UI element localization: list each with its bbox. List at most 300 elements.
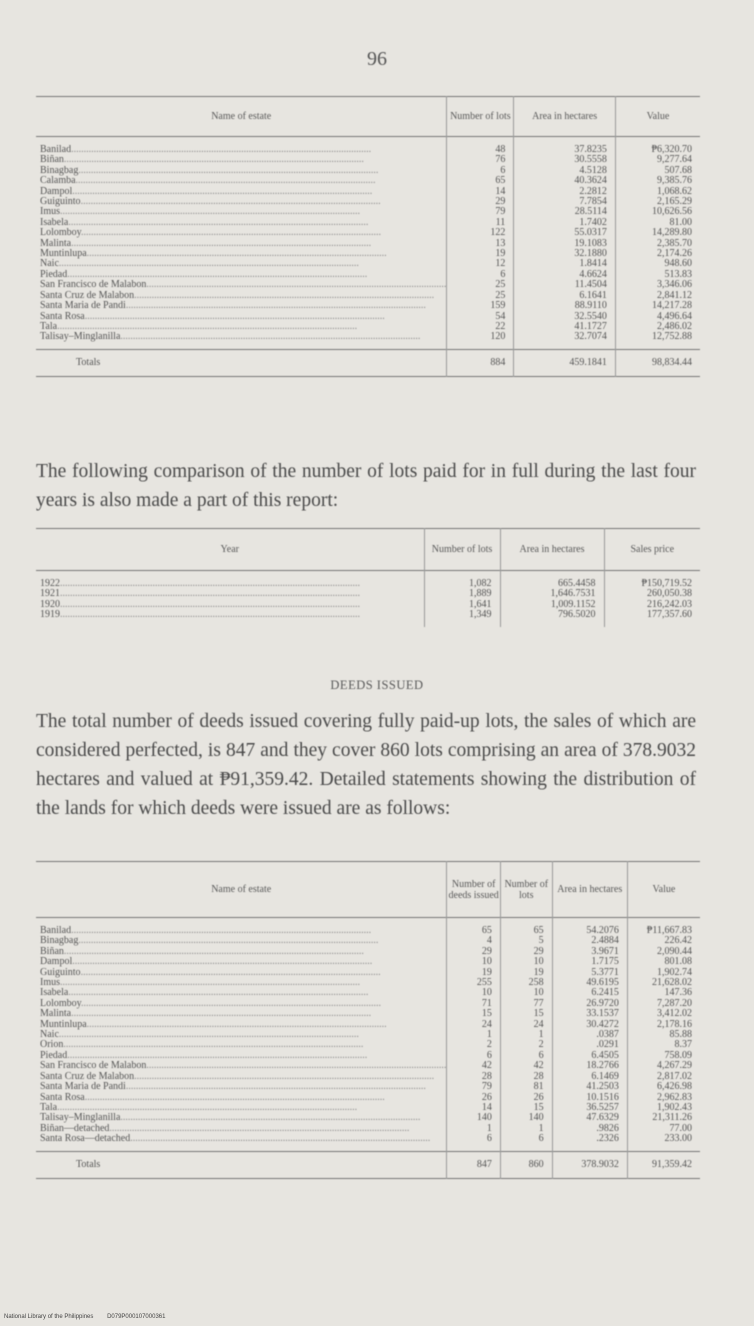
row-label — [36, 1020, 447, 1030]
cell-value: 12 — [447, 259, 514, 269]
row-label — [36, 957, 447, 967]
leader-dots: ........................................................................................................................ — [71, 238, 372, 249]
cell-value: 6.1469 — [552, 1072, 627, 1082]
cell-value: 22 — [447, 322, 514, 332]
row-label — [36, 999, 447, 1009]
cell-value: 15 — [500, 1009, 552, 1019]
scan-footer — [4, 1314, 177, 1320]
leader-dots: ........................................................................................................................ — [60, 589, 360, 600]
cell-text: 1920 — [40, 599, 60, 610]
cell-text: Talisay–Minglanilla — [40, 1113, 121, 1124]
row-label — [36, 176, 447, 186]
row-label — [36, 187, 447, 197]
totals-area: 378.9032 — [552, 1151, 627, 1178]
cell-text: Santa Cruz de Malabon — [40, 1071, 135, 1082]
table-row — [36, 332, 700, 349]
row-label — [36, 207, 447, 217]
cell-value: 1,082 — [424, 571, 500, 590]
cell-value: 9,385.76 — [615, 176, 700, 186]
row-label — [36, 1134, 447, 1151]
cell-value: 1,009.1152 — [500, 600, 604, 610]
cell-value: 1.7175 — [552, 957, 627, 967]
cell-value: 6 — [447, 166, 514, 176]
cell-text: 1919 — [40, 610, 60, 621]
cell-value: 30.5558 — [514, 155, 616, 165]
cell-value: 1.7402 — [514, 218, 616, 228]
leader-dots: ........................................................................................................................ — [125, 301, 426, 312]
table-row — [36, 610, 700, 626]
cell-text: Talisay–Minglanilla — [40, 332, 121, 343]
col-area-hectares: Area in hectares — [514, 97, 616, 137]
cell-text: Guiguinto — [40, 967, 81, 978]
cell-value: 88.9110 — [514, 301, 616, 311]
leader-dots: ........................................................................................................................ — [109, 1123, 410, 1134]
cell-value: 13 — [447, 239, 514, 249]
cell-text: Santa Maria de Pandi — [40, 1082, 126, 1093]
cell-value: 19.1083 — [514, 239, 616, 249]
cell-value: 33.1537 — [552, 1009, 627, 1019]
cell-text: Lolomboy — [40, 228, 82, 239]
leader-dots: ........................................................................................................................ — [60, 207, 360, 218]
col-name-of-estate: Name of estate — [211, 111, 272, 122]
table-body — [36, 137, 700, 350]
cell-value: 81 — [500, 1082, 552, 1092]
leader-dots: ........................................................................................................................ — [72, 957, 373, 968]
cell-value: 6 — [447, 1051, 501, 1061]
leader-dots: ........................................................................................................................ — [60, 578, 360, 589]
cell-value: 10 — [500, 957, 552, 967]
col-number-of-lots: Number of lots — [424, 529, 500, 571]
cell-value: 28 — [500, 1072, 552, 1082]
cell-value: 159 — [447, 301, 514, 311]
cell-value: 55.0317 — [514, 228, 616, 238]
cell-value: 1 — [447, 1030, 501, 1040]
cell-value: 14,217.28 — [615, 301, 700, 311]
cell-value: 1,902.74 — [627, 968, 700, 978]
cell-value: 9,277.64 — [615, 155, 700, 165]
cell-value: 796.5020 — [500, 610, 604, 626]
table-row — [36, 1134, 700, 1151]
deeds-paragraph: The total number of deeds issued covering fully paid-up lots, the sales of which are considered perfected, is 847 and they cover 860 lots comprising an area of 378.9032 hectares and valued at ₱91,359.42. Detailed statements showing the distribution of the lands for which deeds were issued are as follows: — [36, 711, 696, 819]
page-number: 96 — [367, 48, 387, 70]
cell-value: 2.2812 — [514, 187, 616, 197]
row-label — [36, 155, 447, 165]
row-label — [36, 589, 424, 599]
cell-text: Tala — [40, 1102, 58, 1113]
cell-value: 2 — [447, 1040, 501, 1050]
table-row — [36, 918, 700, 937]
cell-text: Calamba — [40, 176, 76, 187]
cell-value: 26 — [447, 1093, 501, 1103]
cell-value: 758.09 — [627, 1051, 700, 1061]
leader-dots: ........................................................................................................................ — [80, 197, 381, 208]
cell-text: Santa Rosa — [40, 311, 85, 322]
row-label — [36, 968, 447, 978]
leader-dots: ........................................................................................................................ — [63, 155, 364, 166]
cell-value: 42 — [500, 1061, 552, 1071]
cell-value: .0387 — [552, 1030, 627, 1040]
cell-value: 7,287.20 — [627, 999, 700, 1009]
leader-dots: ........................................................................................................................ — [134, 1071, 435, 1082]
cell-value: 10,626.56 — [615, 207, 700, 217]
row-label — [36, 988, 447, 998]
cell-value: 19 — [447, 968, 501, 978]
leader-dots: ........................................................................................................................ — [120, 1113, 421, 1124]
cell-value: 4.5128 — [514, 166, 616, 176]
cell-value: 5.3771 — [552, 968, 627, 978]
cell-value: .0291 — [552, 1040, 627, 1050]
cell-value: 8.37 — [627, 1040, 700, 1050]
col-number-of-lots: Number of lots — [500, 862, 552, 918]
cell-value: 4,496.64 — [615, 312, 700, 322]
cell-value: 2,385.70 — [615, 239, 700, 249]
leader-dots: ........................................................................................................................ — [68, 988, 369, 999]
cell-value: 14,289.80 — [615, 228, 700, 238]
leader-dots: ........................................................................................................................ — [60, 978, 360, 989]
cell-value: 6 — [447, 1134, 501, 1151]
leader-dots: ........................................................................................................................ — [78, 165, 379, 176]
cell-value: 1,349 — [424, 610, 500, 626]
yearly-comparison-table — [36, 528, 700, 627]
totals-value: 91,359.42 — [627, 1151, 700, 1178]
cell-text: Orion — [40, 1040, 64, 1051]
cell-text: Imus — [40, 978, 60, 989]
cell-value: 85.88 — [627, 1030, 700, 1040]
cell-text: Malinta — [40, 1009, 72, 1020]
leader-dots: ........................................................................................................................ — [146, 280, 447, 291]
cell-text: Binagbag — [40, 165, 79, 176]
row-label — [36, 239, 447, 249]
totals-row — [36, 349, 700, 376]
cell-value: 2,178.16 — [627, 1020, 700, 1030]
row-label — [36, 301, 447, 311]
cell-value: 507.68 — [615, 166, 700, 176]
cell-text: Biñan — [40, 155, 64, 166]
cell-text: 1921 — [40, 589, 60, 600]
leader-dots: ........................................................................................................................ — [78, 936, 379, 947]
deeds-issued-table — [36, 861, 700, 1179]
totals-lots: 884 — [447, 349, 514, 376]
table-body — [36, 918, 700, 1152]
section-heading-deeds-issued: DEEDS ISSUED — [330, 678, 424, 692]
cell-value: 2,090.44 — [627, 947, 700, 957]
cell-text: Dampol — [40, 957, 73, 968]
cell-value: 10 — [500, 988, 552, 998]
col-value: Value — [615, 97, 700, 137]
cell-value: 65 — [447, 176, 514, 186]
cell-value: 41.1727 — [514, 322, 616, 332]
cell-value: 177,357.60 — [604, 610, 700, 626]
cell-value: 10 — [447, 988, 501, 998]
cell-text: Santa Rosa — [40, 1092, 85, 1103]
totals-deeds: 847 — [447, 1151, 501, 1178]
cell-text: 1922 — [40, 578, 60, 589]
comparison-paragraph: The following comparison of the number of lots paid for in full during the last four years is also made a part of this report: — [36, 461, 696, 511]
cell-text: Lolomboy — [40, 998, 82, 1009]
cell-value: 6 — [500, 1134, 552, 1151]
leader-dots: ........................................................................................................................ — [134, 290, 435, 301]
cell-text: Imus — [40, 207, 60, 218]
row-label — [36, 270, 447, 280]
table-row — [36, 571, 700, 590]
cell-value: 24 — [500, 1020, 552, 1030]
cell-value: 29 — [447, 197, 514, 207]
cell-value: 1 — [500, 1030, 552, 1040]
leader-dots: ........................................................................................................................ — [125, 1082, 426, 1093]
cell-value: 24 — [447, 1020, 501, 1030]
totals-label: Totals — [76, 356, 101, 368]
cell-value: 79 — [447, 207, 514, 217]
cell-text: San Francisco de Malabon — [40, 280, 147, 291]
row-label — [36, 280, 447, 290]
leader-dots: ........................................................................................................................ — [58, 1030, 359, 1041]
col-number-of-deeds: Number of deeds issued — [447, 862, 501, 918]
cell-value: 76 — [447, 155, 514, 165]
cell-text: Banilad — [40, 925, 72, 936]
cell-value: 258 — [500, 978, 552, 988]
cell-value: 21,628.02 — [627, 978, 700, 988]
leader-dots: ........................................................................................................................ — [71, 925, 372, 936]
cell-text: Isabela — [40, 217, 69, 228]
table-row — [36, 589, 700, 599]
cell-text: Muntinlupa — [40, 249, 87, 260]
leader-dots: ........................................................................................................................ — [60, 599, 360, 610]
leader-dots: ........................................................................................................................ — [120, 332, 421, 343]
cell-value: 2,174.26 — [615, 249, 700, 259]
cell-value: 40.3624 — [514, 176, 616, 186]
cell-value: 3,412.02 — [627, 1009, 700, 1019]
cell-value: 77 — [500, 999, 552, 1009]
row-label — [36, 228, 447, 238]
cell-value: 54.2076 — [552, 918, 627, 937]
cell-value: 6,426.98 — [627, 1082, 700, 1092]
row-label — [36, 600, 424, 610]
row-label — [36, 291, 447, 301]
cell-value: 665.4458 — [500, 571, 604, 590]
cell-value: .2326 — [552, 1134, 627, 1151]
cell-value: 1,068.62 — [615, 187, 700, 197]
cell-text: Naic — [40, 1030, 59, 1041]
cell-value: 2,165.29 — [615, 197, 700, 207]
cell-value: 48 — [447, 137, 514, 156]
cell-value: 140 — [500, 1113, 552, 1123]
leader-dots: ........................................................................................................................ — [84, 1092, 385, 1103]
totals-row — [36, 1151, 700, 1178]
cell-text: Tala — [40, 321, 58, 332]
cell-value: 11 — [447, 218, 514, 228]
cell-value: 14 — [447, 1103, 501, 1113]
row-label — [36, 571, 424, 590]
col-sales-price: Sales price — [604, 529, 700, 571]
row-label — [36, 1009, 447, 1019]
leader-dots: ........................................................................................................................ — [75, 176, 376, 187]
row-label — [36, 1030, 447, 1040]
col-value: Value — [627, 862, 700, 918]
cell-value: 2,962.83 — [627, 1093, 700, 1103]
cell-value: 2,486.02 — [615, 322, 700, 332]
totals-area: 459.1841 — [514, 349, 616, 376]
table-row — [36, 301, 700, 311]
cell-value: 2.4884 — [552, 936, 627, 946]
cell-text: Muntinlupa — [40, 1019, 87, 1030]
cell-value: 6 — [500, 1051, 552, 1061]
cell-value: 65 — [447, 918, 501, 937]
cell-text: Biñan—detached — [40, 1123, 110, 1134]
leader-dots: ........................................................................................................................ — [58, 259, 359, 270]
leader-dots: ........................................................................................................................ — [72, 186, 373, 197]
leader-dots: ........................................................................................................................ — [130, 1134, 431, 1145]
cell-text: Santa Rosa—detached — [40, 1134, 131, 1145]
cell-text: Biñan — [40, 946, 64, 957]
leader-dots: ........................................................................................................................ — [81, 998, 382, 1009]
cell-value: 29 — [447, 947, 501, 957]
cell-value: 14 — [447, 187, 514, 197]
cell-value: 147.36 — [627, 988, 700, 998]
cell-value: 18.2766 — [552, 1061, 627, 1071]
leader-dots: ........................................................................................................................ — [81, 228, 382, 239]
row-label — [36, 197, 447, 207]
cell-value: 513.83 — [615, 270, 700, 280]
cell-value: 28 — [447, 1072, 501, 1082]
cell-value: 4 — [447, 936, 501, 946]
cell-value: 260,050.38 — [604, 589, 700, 599]
cell-text: Malinta — [40, 238, 72, 249]
cell-value: 1 — [500, 1124, 552, 1134]
cell-value: 948.60 — [615, 259, 700, 269]
cell-text: Naic — [40, 259, 59, 270]
totals-label: Totals — [76, 1158, 101, 1170]
cell-value: 2 — [500, 1040, 552, 1050]
cell-value: ₱11,667.83 — [627, 918, 700, 937]
cell-value: 19 — [500, 968, 552, 978]
cell-value: 6.4505 — [552, 1051, 627, 1061]
cell-value: 15 — [447, 1009, 501, 1019]
row-label — [36, 1082, 447, 1092]
row-label — [36, 259, 447, 269]
cell-value: ₱6,320.70 — [615, 137, 700, 156]
cell-value: 5 — [500, 936, 552, 946]
leader-dots: ........................................................................................................................ — [57, 321, 358, 332]
cell-value: 54 — [447, 312, 514, 322]
row-label — [36, 978, 447, 988]
cell-text: San Francisco de Malabon — [40, 1061, 147, 1072]
cell-text: Santa Maria de Pandi — [40, 301, 126, 312]
row-label — [36, 1040, 447, 1050]
cell-value: ₱150,719.52 — [604, 571, 700, 590]
cell-value: 26.9720 — [552, 999, 627, 1009]
row-label — [36, 249, 447, 259]
col-area-hectares: Area in hectares — [500, 529, 604, 571]
row-label — [36, 947, 447, 957]
cell-value: 41.2503 — [552, 1082, 627, 1092]
cell-text: Santa Cruz de Malabon — [40, 290, 135, 301]
row-label — [36, 1124, 447, 1134]
cell-value: 6.2415 — [552, 988, 627, 998]
cell-value: 19 — [447, 249, 514, 259]
cell-value: 32.5540 — [514, 312, 616, 322]
cell-value: 10 — [447, 957, 501, 967]
cell-value: 29 — [500, 947, 552, 957]
cell-value: .9826 — [552, 1124, 627, 1134]
cell-value: 140 — [447, 1113, 501, 1123]
row-label — [36, 166, 447, 176]
cell-value: 47.6329 — [552, 1113, 627, 1123]
cell-value: 122 — [447, 228, 514, 238]
leader-dots: ........................................................................................................................ — [67, 1050, 368, 1061]
leader-dots: ........................................................................................................................ — [67, 269, 368, 280]
cell-value: 226.42 — [627, 936, 700, 946]
cell-value: 30.4272 — [552, 1020, 627, 1030]
cell-value: 32.7074 — [514, 332, 616, 349]
row-label — [36, 610, 424, 626]
cell-value: 801.08 — [627, 957, 700, 967]
cell-value: 2,817.02 — [627, 1072, 700, 1082]
cell-value: 25 — [447, 291, 514, 301]
table-row — [36, 600, 700, 610]
footer-id: D079P000107000361 — [107, 1314, 166, 1320]
cell-value: 65 — [500, 918, 552, 937]
cell-value: 25 — [447, 280, 514, 290]
cell-value: 28.5114 — [514, 207, 616, 217]
col-name-of-estate: Name of estate — [211, 884, 272, 895]
cell-value: 3,346.06 — [615, 280, 700, 290]
cell-value: 2,841.12 — [615, 291, 700, 301]
row-label — [36, 1061, 447, 1071]
cell-value: 42 — [447, 1061, 501, 1071]
cell-value: 10.1516 — [552, 1093, 627, 1103]
cell-text: Piedad — [40, 269, 68, 280]
leader-dots: ........................................................................................................................ — [84, 311, 385, 322]
cell-value: 32.1880 — [514, 249, 616, 259]
row-label — [36, 312, 447, 322]
cell-value: 77.00 — [627, 1124, 700, 1134]
estates-lots-table — [36, 96, 700, 377]
leader-dots: ........................................................................................................................ — [146, 1061, 447, 1072]
cell-value: 21,311.26 — [627, 1113, 700, 1123]
cell-text: Piedad — [40, 1050, 68, 1061]
cell-text: Banilad — [40, 144, 72, 155]
cell-value: 12,752.88 — [615, 332, 700, 349]
cell-value: 120 — [447, 332, 514, 349]
row-label — [36, 332, 447, 349]
cell-text: Guiguinto — [40, 197, 81, 208]
cell-value: 6 — [447, 270, 514, 280]
leader-dots: ........................................................................................................................ — [57, 1102, 358, 1113]
leader-dots: ........................................................................................................................ — [86, 249, 387, 260]
col-number-of-lots: Number of lots — [447, 97, 514, 137]
row-label — [36, 137, 447, 156]
table-body — [36, 571, 700, 627]
cell-value: 6.1641 — [514, 291, 616, 301]
leader-dots: ........................................................................................................................ — [63, 946, 364, 957]
totals-lots: 860 — [500, 1151, 552, 1178]
leader-dots: ........................................................................................................................ — [63, 1040, 364, 1051]
cell-value: 49.6195 — [552, 978, 627, 988]
cell-value: 216,242.03 — [604, 600, 700, 610]
row-label — [36, 918, 447, 937]
cell-value: 1,641 — [424, 600, 500, 610]
cell-value: 1,902.43 — [627, 1103, 700, 1113]
table-row — [36, 1082, 700, 1092]
table-row — [36, 137, 700, 156]
cell-text: Isabela — [40, 988, 69, 999]
cell-value: 3.9671 — [552, 947, 627, 957]
col-year: Year — [220, 544, 239, 555]
leader-dots: ........................................................................................................................ — [71, 1009, 372, 1020]
leader-dots: ........................................................................................................................ — [80, 967, 381, 978]
cell-value: 4.6624 — [514, 270, 616, 280]
totals-value: 98,834.44 — [615, 349, 700, 376]
